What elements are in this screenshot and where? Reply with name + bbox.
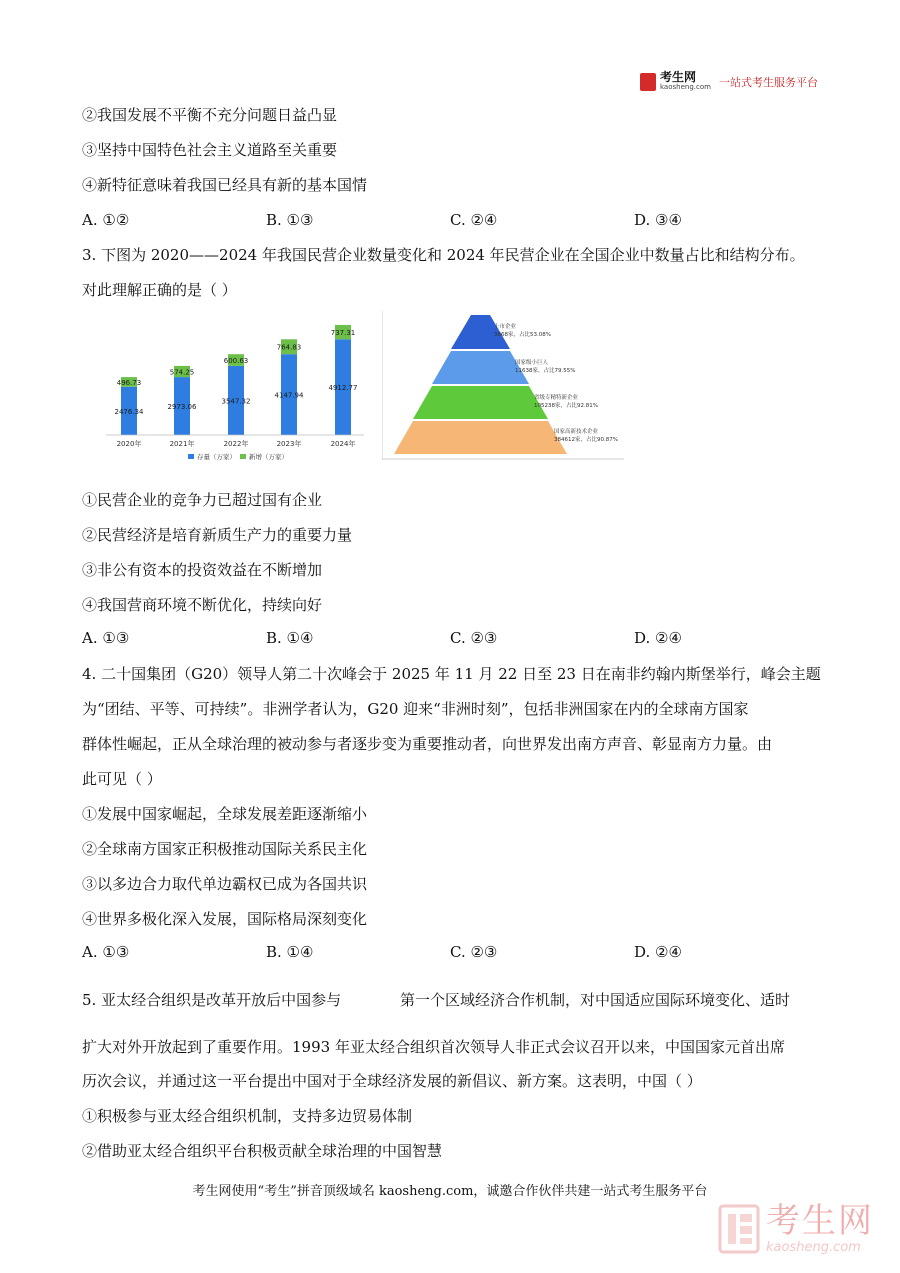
logo-name: 考生网 (660, 70, 697, 84)
watermark-domain: kaosheng.com (766, 1240, 861, 1255)
pyramid-little-giant-name: 国家级小巨人 (515, 360, 549, 366)
q3-stem-line1: 3. 下图为 2020——2024 年我国民营企业数量变化和 2024 年民营企业在全国企业中数量占比和结构分布。 (82, 246, 805, 264)
q3-option-c: C. ②③ (450, 629, 498, 647)
watermark-name: 考生网 (766, 1201, 874, 1241)
q4-option-a: A. ①③ (82, 943, 130, 961)
q5-stem-line3: 历次会议，并通过这一平台提出中国对于全球经济发展的新倡议、新方案。这表明，中国（ ） (82, 1072, 702, 1090)
header-logo (640, 72, 818, 92)
legend-stock-label: 存量（万家） (197, 453, 236, 461)
q2-option-d: D. ③④ (634, 211, 682, 229)
q2-option-c: C. ②④ (450, 211, 498, 229)
q4-item-3: ③以多边合力取代单边霸权已成为各国共识 (82, 875, 368, 893)
q3-item-4: ④我国营商环境不断优化，持续向好 (82, 596, 323, 614)
enterprise-structure-pyramid (382, 311, 624, 460)
watermark (718, 1202, 874, 1255)
legend-stock-swatch (188, 454, 194, 459)
pyramid-hightech-detail: 384612家，占比90.87% (554, 437, 618, 443)
pyramid-specialized-name: 省级专精特新企业 (534, 395, 579, 401)
q4-stem-line2: 为“团结、平等、可持续”。非洲学者认为，G20 迎来“非洲时刻”，包括非洲国家在内的全球南方国家 (82, 700, 749, 718)
bar-stock-label-2: 2973.06 (167, 403, 197, 412)
q4-item-4: ④世界多极化深入发展，国际格局深刻变化 (82, 910, 368, 928)
q4-item-2: ②全球南方国家正积极推动国际关系民主化 (82, 840, 368, 858)
logo-slogan: 一站式考生服务平台 (718, 76, 818, 89)
q3-option-d: D. ②④ (634, 629, 682, 647)
q5-stem-line2: 扩大对外开放起到了重要作用。1993 年亚太经合组织首次领导人非正式会议召开以来，中国国家元首出席 (82, 1038, 785, 1056)
bar-stock-label-4: 4147.94 (274, 391, 304, 400)
bar-new-label-3: 600.63 (223, 357, 249, 366)
q3-stem-line2: 对此理解正确的是（ ） (82, 281, 237, 299)
pyramid-listed-detail: 3868家，占比53.08% (494, 332, 551, 338)
q4-option-d: D. ②④ (634, 943, 682, 961)
q4-option-b: B. ①④ (266, 943, 314, 961)
pyramid-listed-name: 上市企业 (494, 324, 517, 330)
q2-item-4: ④新特征意味着我国已经具有新的基本国情 (82, 176, 368, 194)
q4-stem-line1: 4. 二十国集团（G20）领导人第二十次峰会于 2025 年 11 月 22 日至 23 日在南非约翰内斯堡举行，峰会主题 (82, 665, 821, 683)
bar-stock-label-3: 3547.32 (221, 397, 251, 406)
q3-option-b: B. ①④ (266, 629, 314, 647)
bar-new-label-5: 737.31 (330, 329, 356, 338)
bar-new-label-1: 496.73 (116, 378, 142, 387)
q3-item-3: ③非公有资本的投资效益在不断增加 (82, 561, 323, 579)
pyramid-hightech-name: 国家高新技术企业 (554, 429, 599, 435)
q5-item-2: ②借助亚太经合组织平台积极贡献全球治理的中国智慧 (82, 1142, 443, 1160)
page-footer: 考生网使用“考生”拼音顶级域名 kaosheng.com，诚邀合作伙伴共建一站式考生服务平台 (192, 1184, 708, 1199)
q3-item-1: ①民营企业的竞争力已超过国有企业 (82, 491, 323, 509)
pyramid-specialized-detail: 105238家，占比92.81% (534, 403, 598, 409)
x-tick-label-2: 2021年 (169, 440, 195, 448)
x-tick-label-1: 2020年 (116, 440, 142, 448)
q4-item-1: ①发展中国家崛起，全球发展差距逐渐缩小 (82, 805, 368, 823)
q5-stem-line1a: 5. 亚太经合组织是改革开放后中国参与 (82, 991, 342, 1009)
bar-stock-label-5: 4912.77 (328, 384, 358, 393)
q4-stem-line4: 此可见（ ） (82, 770, 162, 788)
pyramid-level-specialized (413, 386, 548, 419)
q2-option-b: B. ①③ (266, 211, 314, 229)
x-tick-label-5: 2024年 (330, 440, 356, 448)
q5-item-1: ①积极参与亚太经合组织机制，支持多边贸易体制 (82, 1107, 413, 1125)
legend-new-label: 新增（万家） (249, 453, 288, 461)
logo-domain: kaosheng.com (660, 83, 711, 91)
kaosheng-logo-icon (640, 73, 656, 91)
bar-new-label-2: 574.25 (169, 368, 195, 377)
bar-new-label-4: 764.83 (276, 343, 302, 352)
x-tick-label-4: 2023年 (276, 440, 302, 448)
q4-stem-line3: 群体性崛起，正从全球治理的被动参与者逐步变为重要推动者，向世界发出南方声音、彰显南方力量。由 (82, 735, 773, 753)
watermark-logo-icon (718, 1204, 760, 1254)
q3-option-a: A. ①③ (82, 629, 130, 647)
bar-stock-label-1: 2476.34 (114, 407, 144, 416)
q5-stem-line1b: 第一个区域经济合作机制，对中国适应国际环境变化、适时 (400, 991, 791, 1009)
pyramid-level-hightech (394, 421, 567, 454)
q2-item-3: ③坚持中国特色社会主义道路至关重要 (82, 141, 338, 159)
q4-option-c: C. ②③ (450, 943, 498, 961)
x-tick-label-3: 2022年 (223, 440, 249, 448)
pyramid-little-giant-detail: 11638家，占比79.55% (515, 368, 576, 374)
private-enterprise-bar-chart (100, 312, 370, 464)
q2-option-a: A. ①② (82, 211, 130, 229)
q3-item-2: ②民营经济是培育新质生产力的重要力量 (82, 526, 353, 544)
legend-new-swatch (240, 454, 246, 459)
q2-item-2: ②我国发展不平衡不充分问题日益凸显 (82, 106, 338, 124)
